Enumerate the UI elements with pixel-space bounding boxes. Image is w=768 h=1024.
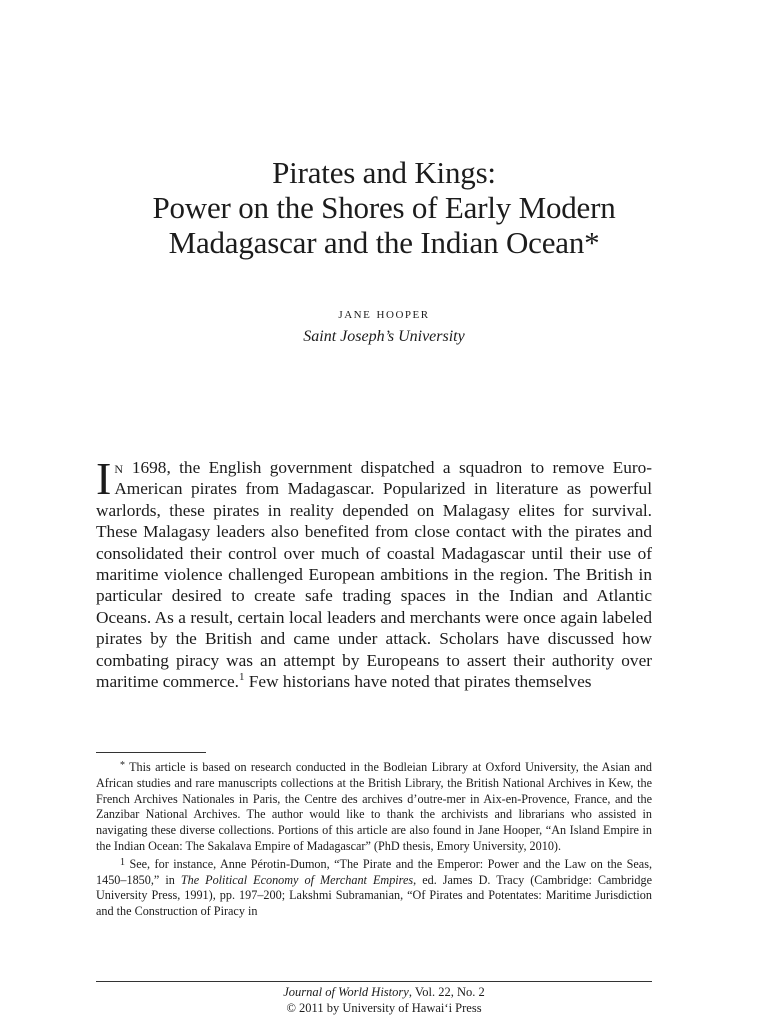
journal-citation [0, 985, 768, 1000]
copyright-notice: © 2011 by University of Hawai‘i Press [286, 1001, 482, 1015]
footnote-star [96, 758, 652, 855]
footnote-star-text: This article is based on research conducted in the Bodleian Library at Oxford University, the Asian and African studies and rare manuscripts collections at the British Library, the British National Archives in Kew, the French Archives Nationales in Paris, the Centre des archives d’outre-mer in Aix-en-Provence, France, and the Zanzibar National Archives. The author would like to thank the archivists and librarians who assisted in navigating these diverse collections. Portions of this article are also found in Jane Hooper, “An Island Empire in the Indian Ocean: The Sakalava Empire of Madagascar” (PhD thesis, Emory University, 2010). [96, 760, 653, 853]
journal-volume: , Vol. 22, No. 2 [408, 985, 485, 999]
title-line-2: Power on the Shores of Early Modern [152, 190, 616, 225]
article-title [0, 155, 768, 260]
drop-cap: I [96, 453, 112, 504]
body-text-part2: Few historians have noted that pirates themselves [244, 672, 592, 692]
body-paragraph [96, 453, 653, 692]
footnote-1-mark: 1 [120, 856, 125, 868]
lead-in-year: 1698, [131, 458, 171, 477]
footnote-star-mark: * [120, 760, 125, 771]
title-line-1: Pirates and Kings: [272, 155, 496, 190]
author-name: jane hooper [338, 306, 430, 322]
footnotes [96, 758, 652, 920]
footnote-reference[interactable]: 1 [238, 671, 245, 684]
journal-name: Journal of World History [283, 985, 409, 999]
footnote-1 [96, 855, 652, 920]
footnote-divider [96, 752, 206, 753]
footnote-1-text-a: See, for instance, Anne Pérotin-Dumon, “The Pirate and the Emperor: Power and the Law on the Seas, 1450–1850,” in [96, 856, 652, 887]
footer-divider [96, 981, 652, 982]
title-line-3: Madagascar and the Indian Ocean* [168, 225, 600, 260]
footnote-1-text-b: , ed. James D. Tracy (Cambridge: Cambridge University Press, 1991), pp. 197–200; Lakshmi Subramanian, “Of Pirates and Potentates: Maritime Jurisdiction and the Construction of Piracy in [96, 872, 653, 919]
body-text-part1: the English government dispatched a squadron to remove Euro-American pirates from Madagascar. Popularized in literature as powerful warlords, these pirates in reality depended on Malagasy elites for survival. These Malagasy leaders also benefited from close contact with the pirates and consolidated their control over much of coastal Madagascar until their use of maritime violence challenged European ambitions in the region. The British in particular desired to create safe trading spaces in the Indian and Atlantic Oceans. As a result, certain local leaders and merchants were once again labeled pirates by the British and came under attack. Scholars have discussed how combating piracy was an attempt by Europeans to assert their authority over maritime commerce. [96, 458, 653, 692]
footnote-1-italic-title: The Political Economy of Merchant Empires [180, 872, 414, 887]
lead-in-smallcaps: n [114, 458, 124, 477]
author-affiliation: Saint Joseph’s University [303, 328, 465, 345]
